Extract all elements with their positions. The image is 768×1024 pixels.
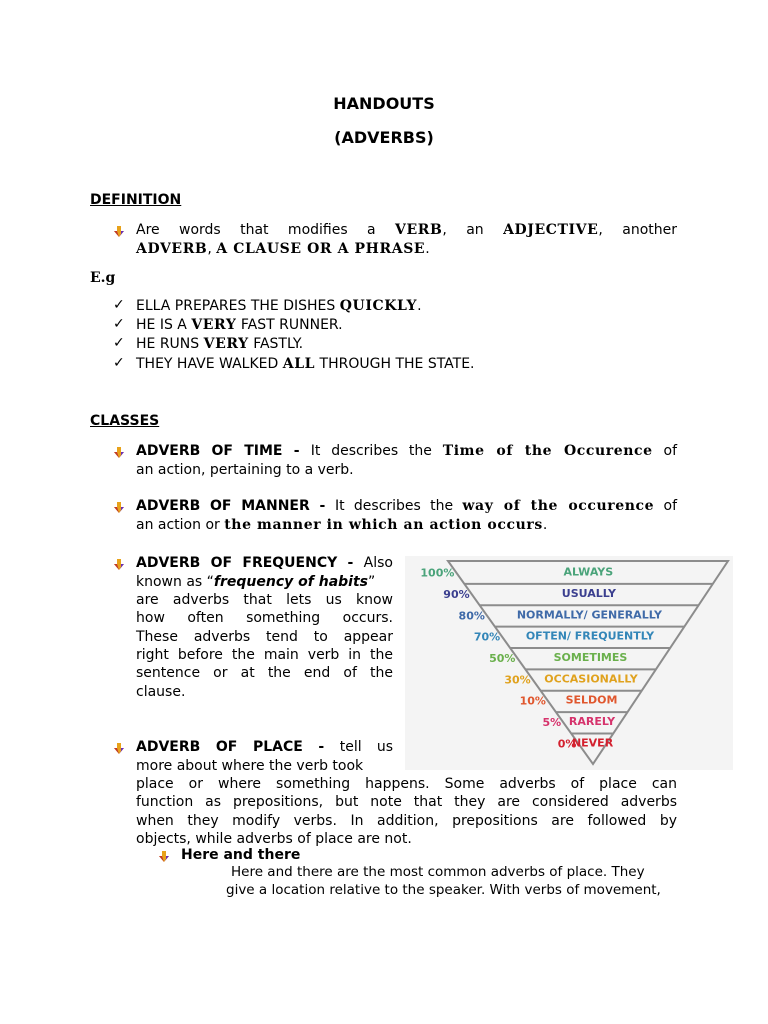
definition-line-1: Are words that modifies a VERB, an ADJECTIVE, another: [136, 222, 677, 238]
place-line: objects, while adverbs of place are not.: [136, 830, 412, 847]
definition-line-2: ADVERB, A CLAUSE OR A PHRASE.: [136, 241, 430, 257]
frequency-line: clause.: [136, 683, 186, 700]
frequency-percent: 30%: [504, 673, 531, 687]
manner-line-1: ADVERB OF MANNER - It describes the way of the occurence of: [136, 498, 677, 514]
arrow-bullet-icon: [113, 226, 125, 238]
check-icon: ✓: [113, 335, 125, 351]
frequency-pyramid: [405, 556, 733, 770]
check-icon: ✓: [113, 316, 125, 332]
arrow-bullet-icon: [158, 851, 170, 863]
example-item: ELLA PREPARES THE DISHES QUICKLY.: [136, 298, 422, 314]
frequency-line-1: ADVERB OF FREQUENCY - Also: [136, 555, 393, 571]
classes-heading: CLASSES: [90, 413, 160, 429]
frequency-word: OCCASIONALLY: [544, 672, 638, 686]
frequency-percent: 0%: [557, 737, 577, 751]
frequency-line: right before the main verb in the: [136, 646, 393, 663]
here-there-line-2: give a location relative to the speaker. With verbs of movement,: [226, 882, 661, 898]
arrow-bullet-icon: [113, 743, 125, 755]
examples-label: E.g: [90, 270, 116, 286]
frequency-percent: 70%: [473, 630, 501, 644]
frequency-percent: 100%: [420, 566, 455, 580]
frequency-line: how often something occurs.: [136, 610, 393, 627]
definition-heading: DEFINITION: [90, 192, 182, 208]
here-there-label: Here and there: [181, 847, 301, 863]
frequency-line-2: known as “frequency of habits”: [136, 574, 376, 590]
arrow-bullet-icon: [113, 447, 125, 459]
frequency-line: are adverbs that lets us know: [136, 592, 393, 608]
arrow-bullet-icon: [113, 559, 125, 571]
example-item: HE IS A VERY FAST RUNNER.: [136, 317, 343, 333]
time-line-2: an action, pertaining to a verb.: [136, 462, 354, 478]
place-line-2: more about where the verb took: [136, 758, 364, 774]
page-title: HANDOUTS: [333, 94, 435, 113]
frequency-word: SELDOM: [565, 693, 618, 707]
page-subtitle: (ADVERBS): [334, 128, 434, 147]
place-line: when they modify verbs. In addition, prepositions are followed by: [136, 812, 677, 829]
check-icon: ✓: [113, 355, 125, 371]
frequency-word: NEVER: [571, 736, 614, 750]
place-line-1: ADVERB OF PLACE - tell us: [136, 739, 394, 755]
frequency-percent: 5%: [542, 716, 562, 730]
place-line: place or where something happens. Some adverbs of place can: [136, 776, 677, 792]
frequency-word: OFTEN/ FREQUENTLY: [525, 629, 655, 643]
frequency-percent: 10%: [519, 694, 546, 708]
manner-line-2: an action or the manner in which an action occurs.: [136, 517, 548, 533]
frequency-word: USUALLY: [561, 586, 617, 600]
frequency-word: ALWAYS: [563, 565, 614, 579]
frequency-word: SOMETIMES: [553, 651, 628, 665]
time-line-1: ADVERB OF TIME - It describes the Time of the Occurence of: [136, 443, 678, 459]
frequency-line: These adverbs tend to appear: [136, 628, 393, 645]
here-there-line-1: Here and there are the most common adverbs of place. They: [231, 864, 645, 880]
example-item: THEY HAVE WALKED ALL THROUGH THE STATE.: [136, 356, 475, 372]
frequency-percent: 90%: [443, 587, 470, 601]
frequency-percent: 50%: [489, 652, 516, 666]
frequency-line: sentence or at the end of the: [136, 665, 393, 682]
check-icon: ✓: [113, 297, 125, 313]
frequency-percent: 80%: [458, 609, 485, 623]
frequency-word: RARELY: [568, 715, 616, 729]
frequency-word: NORMALLY/ GENERALLY: [516, 608, 662, 622]
place-line: function as prepositions, but note that they are considered adverbs: [136, 794, 677, 811]
arrow-bullet-icon: [113, 502, 125, 514]
example-item: HE RUNS VERY FASTLY.: [136, 336, 304, 352]
